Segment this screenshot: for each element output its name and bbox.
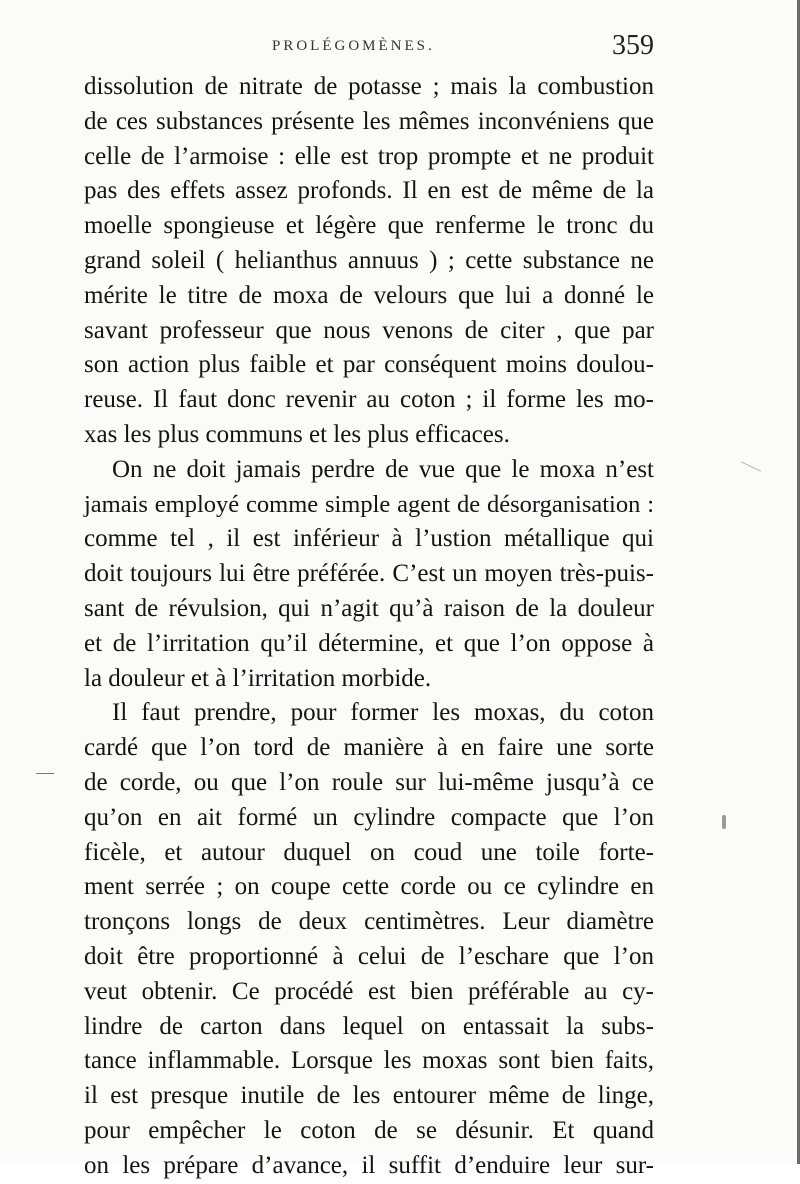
text-line: qu’on en ait formé un cylindre compacte que l’on <box>84 803 654 831</box>
page-number: 359 <box>612 30 654 61</box>
text-line: ficèle, et autour duquel on coud une toile forte- <box>84 838 654 866</box>
text-line: la douleur et à l’irritation morbide. <box>84 664 432 692</box>
text-line: veut obtenir. Ce procédé est bien préférable au cy- <box>84 977 654 1005</box>
text-line: On ne doit jamais perdre de vue que le moxa n’est <box>112 455 654 483</box>
text-line: Il faut prendre, pour former les moxas, du coton <box>112 699 654 727</box>
paragraph-3 <box>84 696 654 1183</box>
text-line: et de l’irritation qu’il détermine, et que l’on oppose à <box>84 629 654 657</box>
text-line: doit toujours lui être préférée. C’est un moyen très-puis- <box>84 560 654 588</box>
text-line: comme tel , il est inférieur à l’ustion métallique qui <box>84 525 654 553</box>
paragraph-2 <box>84 453 654 697</box>
text-line: pour empêcher le coton de se désunir. Et quand <box>84 1116 654 1144</box>
text-line: xas les plus communs et les plus efficaces. <box>84 420 510 448</box>
text-line: de corde, ou que l’on roule sur lui-même jusqu’à ce <box>84 768 654 796</box>
text-line: dissolution de nitrate de potasse ; mais la combustion <box>84 73 654 100</box>
text-line: sant de révulsion, qui n’agit qu’à raison de la douleur <box>84 594 654 622</box>
scan-mark <box>722 815 726 829</box>
text-line: ment serrée ; on coupe cette corde ou ce cylindre en <box>84 873 654 901</box>
text-line: celle de l’armoise : elle est trop prompte et ne produit <box>84 142 654 170</box>
text-line: moelle spongieuse et légère que renferme le tronc du <box>84 212 654 240</box>
scan-mark <box>741 461 761 471</box>
text-line: doit être proportionné à celui de l’eschare que l’on <box>84 942 654 970</box>
paragraph-1 <box>84 70 654 453</box>
running-head <box>84 30 654 64</box>
text-line: jamais employé comme simple agent de désorganisation : <box>84 490 654 518</box>
text-line: reuse. Il faut donc revenir au coton ; il forme les mo- <box>84 386 654 414</box>
text-line: son action plus faible et par conséquent moins doulou- <box>84 351 654 379</box>
text-line: de ces substances présente les mêmes inconvéniens que <box>84 107 654 135</box>
text-line: lindre de carton dans lequel on entassait la subs- <box>84 1012 654 1040</box>
text-line: il est presque inutile de les entourer même de linge, <box>84 1082 654 1110</box>
text-line: grand soleil ( helianthus annuus ) ; cette substance ne <box>84 246 654 274</box>
body-text <box>84 70 654 1184</box>
text-line: on les prépare d’avance, il suffit d’enduire leur sur- <box>84 1151 654 1179</box>
text-line: tronçons longs de deux centimètres. Leur diamètre <box>84 908 654 936</box>
scan-mark <box>36 773 54 774</box>
text-line: tance inflammable. Lorsque les moxas sont bien faits, <box>84 1047 654 1075</box>
running-title: PROLÉGOMÈNES. <box>272 38 435 54</box>
text-line: mérite le titre de moxa de velours que lui a donné le <box>84 281 654 309</box>
text-line: pas des effets assez profonds. Il en est de même de la <box>84 177 654 205</box>
text-line: cardé que l’on tord de manière à en faire une sorte <box>84 734 654 762</box>
text-line: savant professeur que nous venons de citer , que par <box>84 316 654 344</box>
